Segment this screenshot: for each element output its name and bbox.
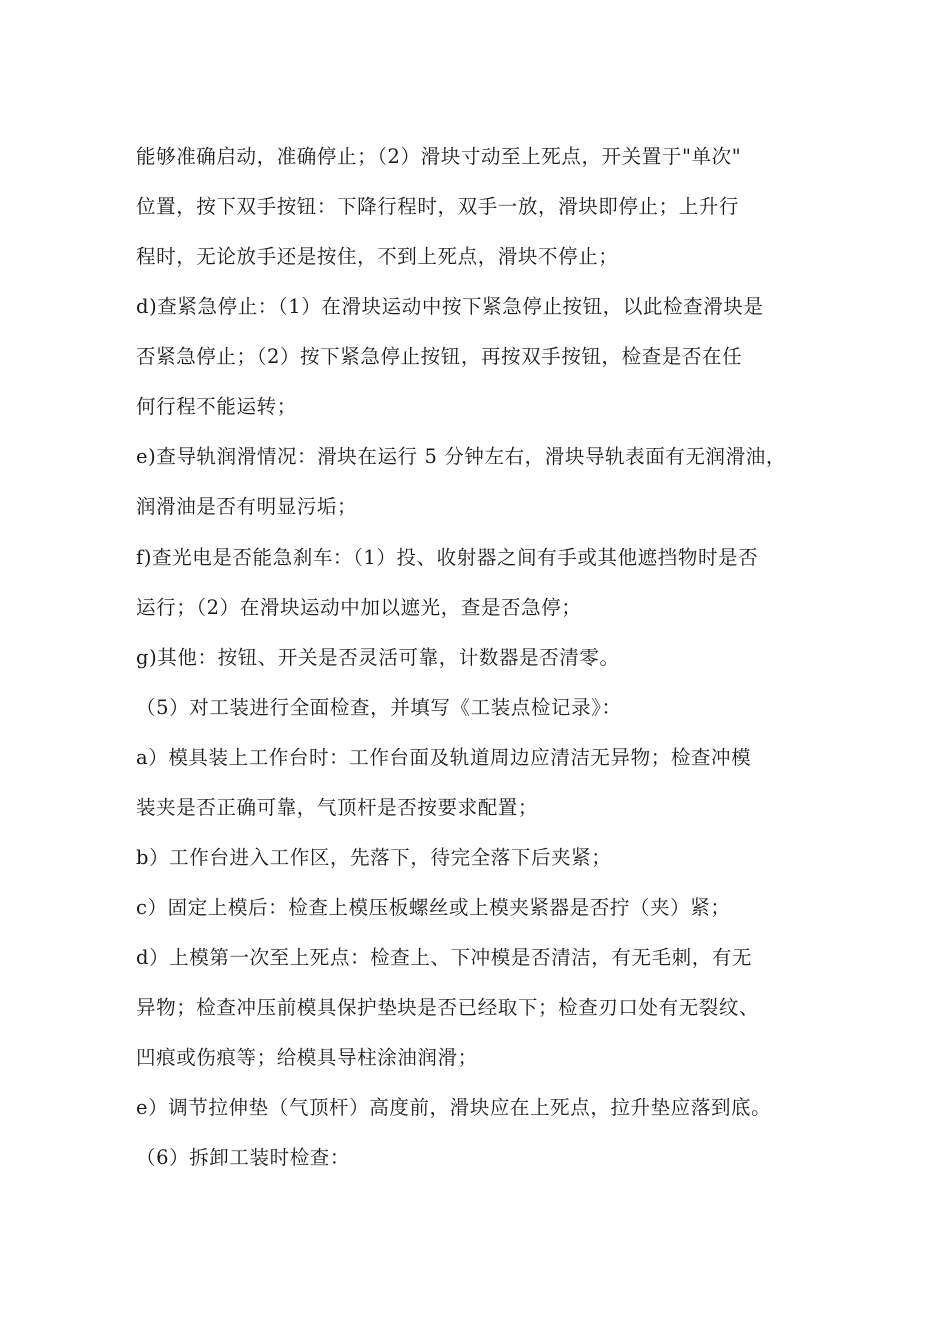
text-line: b）工作台进入工作区，先落下，待完全落下后夹紧； xyxy=(136,846,612,869)
text-line: 能够准确启动，准确停止；（2）滑块寸动至上死点，开关置于"单次" xyxy=(136,145,742,168)
text-line: （6）拆卸工装时检查： xyxy=(136,1146,351,1169)
text-line: 装夹是否正确可靠，气顶杆是否按要求配置； xyxy=(136,796,539,819)
text-line: 凹痕或伤痕等；给模具导柱涂油润滑； xyxy=(136,1046,478,1069)
text-line: d）上模第一次至上死点：检查上、下冲模是否清洁，有无毛刺，有无 xyxy=(136,946,753,969)
text-line: e)查导轨润滑情况：滑块在运行 5 分钟左右，滑块导轨表面有无润滑油， xyxy=(136,445,786,468)
text-line: 异物；检查冲压前模具保护垫块是否已经取下；检查刃口处有无裂纹、 xyxy=(136,996,760,1019)
text-line: f)查光电是否能急刹车：（1）投、收射器之间有手或其他遮挡物时是否 xyxy=(136,546,759,569)
text-line: g)其他：按钮、开关是否灵活可靠，计数器是否清零。 xyxy=(136,646,620,669)
text-line: 位置，按下双手按钮：下降行程时，双手一放，滑块即停止；上升行 xyxy=(136,195,740,218)
text-line: d)查紧急停止：（1）在滑块运动中按下紧急停止按钮，以此检查滑块是 xyxy=(136,295,764,318)
text-line: 运行；（2）在滑块运动中加以遮光，查是否急停； xyxy=(136,596,582,619)
text-line: 何行程不能运转； xyxy=(136,395,297,418)
text-line: c）固定上模后：检查上模压板螺丝或上模夹紧器是否拧（夹）紧； xyxy=(136,896,731,919)
text-line: e）调节拉伸垫（气顶杆）高度前，滑块应在上死点，拉升垫应落到底。 xyxy=(136,1096,772,1119)
text-line: 否紧急停止；（2）按下紧急停止按钮，再按双手按钮，检查是否在任 xyxy=(136,345,743,368)
text-line: （5）对工装进行全面检查，并填写《工装点检记录》： xyxy=(136,696,622,719)
text-line: a）模具装上工作台时：工作台面及轨道周边应清洁无异物；检查冲模 xyxy=(136,746,752,769)
text-line: 润滑油是否有明显污垢； xyxy=(136,495,358,518)
text-line: 程时，无论放手还是按住，不到上死点，滑块不停止； xyxy=(136,245,619,268)
